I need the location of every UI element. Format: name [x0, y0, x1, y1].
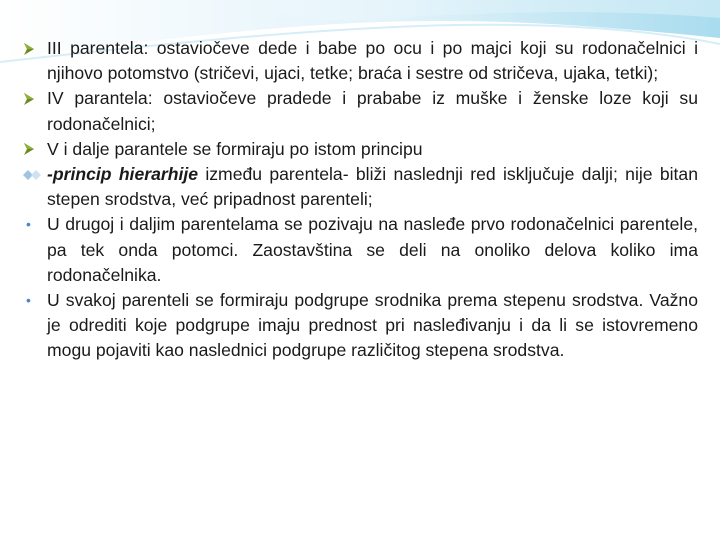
list-item-text: III parentela: ostaviočeve dede i babe po ocu i po majci koji su rodonačelnici i njihovo potomstvo (stričevi, ujaci, tetke; braća i sestre od stričeva, ujaka, tetki);	[47, 38, 698, 84]
list-item	[22, 212, 698, 288]
list-item-text: IV parantela: ostaviočeve pradede i prababe iz muške i ženske loze koji su rodonačelnici;	[47, 88, 698, 134]
list-item	[22, 137, 698, 162]
list-item	[22, 162, 698, 212]
list-item-text: U svakoj parenteli se formiraju podgrupe srodnika prema stepenu srodstva. Važno je odrediti koje podgrupe imaju prednost pri nasleđivanju i da li se istovremeno mogu pojaviti kao naslednici podgrupe različitog stepena srodstva.	[47, 290, 698, 361]
list-item-text: V i dalje parantele se formiraju po istom principu	[47, 138, 423, 159]
dot-bullet-icon: •	[26, 216, 31, 233]
list-item-emphasis: -princip hierarhije	[47, 164, 199, 185]
list-item-text: U drugoj i daljim parentelama se pozivaju na nasleđe prvo rodonačelnici parentele, pa tek onda potomci. Zaostavština se deli na onoliko delova koliko ima rodonačelnika.	[47, 214, 698, 285]
diamond-bullet-icon	[22, 162, 44, 187]
arrow-bullet-icon	[22, 86, 44, 111]
list-item	[22, 36, 698, 86]
list-item	[22, 86, 698, 136]
dot-bullet-icon: •	[26, 291, 31, 308]
bullet-list	[22, 36, 698, 364]
list-item-text: između parentela- bliži naslednji red isključuje dalji; nije bitan stepen srodstva, već pripadnost parenteli;	[47, 164, 699, 210]
arrow-bullet-icon	[22, 137, 44, 162]
arrow-bullet-icon	[22, 36, 44, 61]
list-item	[22, 288, 698, 364]
